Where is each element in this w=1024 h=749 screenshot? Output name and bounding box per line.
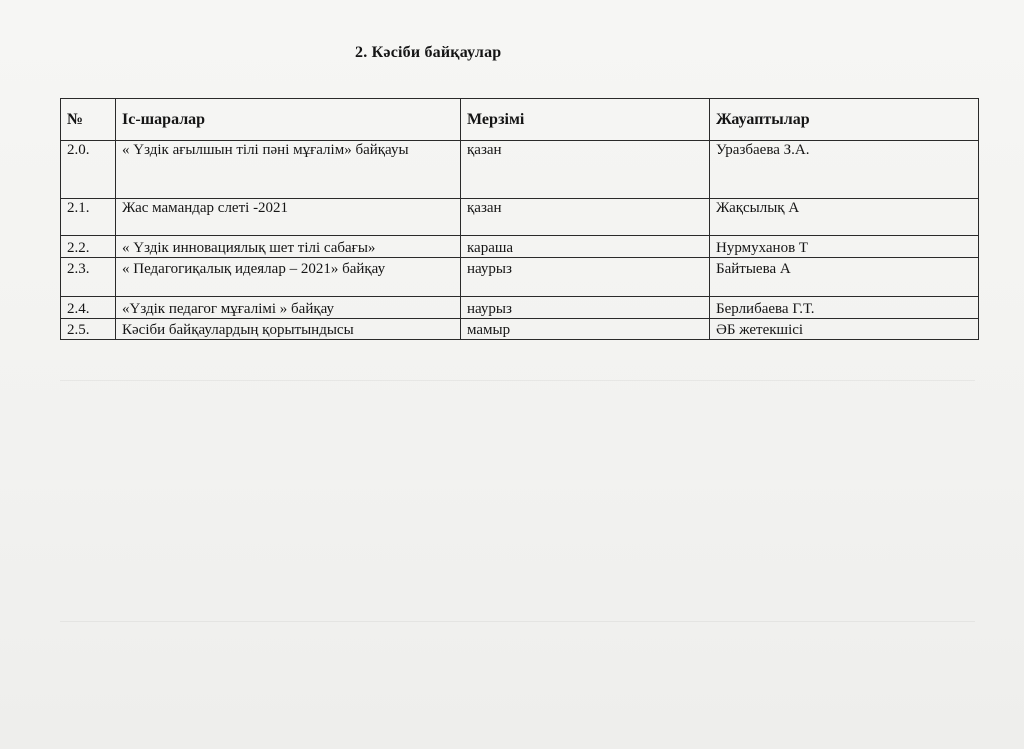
header-number: № [61,99,116,141]
events-table [60,98,979,340]
row-number: 2.0. [61,141,116,199]
row-number: 2.3. [61,258,116,297]
header-row [61,99,979,141]
row-activity: « Үздік ағылшын тілі пәні мұғалім» байқауы [116,141,461,199]
row-activity: Жас мамандар слеті -2021 [116,199,461,236]
table-row [61,236,979,258]
row-deadline: наурыз [461,297,710,319]
table-row [61,199,979,236]
row-activity: « Педагогиқалық идеялар – 2021» байқау [116,258,461,297]
table-row [61,258,979,297]
row-deadline: мамыр [461,319,710,340]
row-responsible: Байтыева А [710,258,979,297]
row-deadline: қазан [461,141,710,199]
row-deadline: наурыз [461,258,710,297]
bleed-through-shadow [60,380,975,622]
row-number: 2.4. [61,297,116,319]
row-responsible: Уразбаева З.А. [710,141,979,199]
row-activity: «Үздік педагог мұғалімі » байқау [116,297,461,319]
header-responsible: Жауаптылар [710,99,979,141]
table-row [61,141,979,199]
row-activity: « Үздік инновациялық шет тілі сабағы» [116,236,461,258]
table-row [61,319,979,340]
row-deadline: қазан [461,199,710,236]
row-activity: Кәсіби байқаулардың қорытындысы [116,319,461,340]
header-activities: Іс-шаралар [116,99,461,141]
row-responsible: Берлибаева Г.Т. [710,297,979,319]
table-row [61,297,979,319]
section-title: 2. Кәсіби байқаулар [355,44,502,61]
row-number: 2.2. [61,236,116,258]
row-deadline: караша [461,236,710,258]
row-number: 2.5. [61,319,116,340]
row-responsible: ӘБ жетекшісі [710,319,979,340]
header-deadline: Мерзімі [461,99,710,141]
row-responsible: Нурмуханов Т [710,236,979,258]
row-responsible: Жақсылық А [710,199,979,236]
row-number: 2.1. [61,199,116,236]
